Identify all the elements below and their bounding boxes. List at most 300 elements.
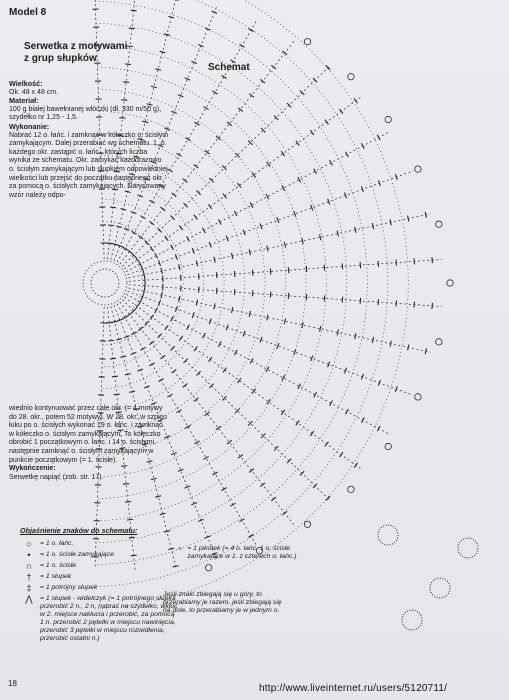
legend-text: = 1 o. ścisłe zamykające — [40, 551, 114, 558]
stitch-mark — [227, 440, 232, 444]
stitch-mark — [129, 174, 135, 175]
ring-motif — [402, 610, 422, 630]
stitch-mark — [172, 193, 177, 197]
stitch-mark — [187, 324, 190, 329]
stitch-mark — [185, 138, 190, 141]
material-value: 100 g białej bawełnianej włóczki (dł. 330 m/50 g), szydełko nr 1,25 - 1,5. — [9, 105, 162, 122]
stitch-mark — [281, 410, 285, 415]
center-ring — [91, 269, 119, 297]
chart-ray — [129, 285, 442, 307]
stitch-mark — [361, 417, 364, 422]
title-line-1: Serwetka z motywami — [24, 41, 128, 52]
stitch-mark — [355, 333, 356, 339]
stitch-mark — [122, 247, 127, 250]
stitch-mark — [129, 28, 135, 29]
stitch-mark — [377, 135, 380, 140]
stitch-mark — [173, 566, 179, 567]
stitch-mark — [120, 209, 126, 210]
stitch-mark — [116, 339, 122, 340]
stitch-mark — [330, 160, 333, 165]
stitch-mark — [372, 337, 373, 343]
picot-loop — [205, 565, 211, 571]
stitch-mark — [196, 371, 200, 375]
picot-text: = 1 pikotek (= 4 o. łańc. 1 o. ścisłe zamykające w 1. z czterech o. łańc.) — [187, 545, 297, 560]
stitch-mark — [296, 420, 300, 425]
stitch-mark — [250, 358, 253, 363]
stitch-mark — [234, 350, 237, 355]
stitch-mark — [223, 368, 227, 373]
stitch-mark — [196, 191, 200, 195]
stitch-mark — [160, 51, 166, 52]
stitch-mark — [121, 466, 127, 467]
chart-ray — [117, 20, 257, 262]
stitch-mark — [361, 143, 364, 148]
stitch-mark — [425, 212, 426, 218]
stitch-mark — [234, 211, 237, 216]
chain-stitch-icon: ○ — [26, 539, 32, 549]
source-url: http://www.liveinternet.ru/users/5120711/ — [259, 683, 448, 694]
stitch-mark — [121, 100, 127, 101]
stitch-mark — [232, 307, 233, 313]
chart-round — [104, 243, 143, 323]
stitch-mark — [208, 204, 212, 209]
stitch-mark — [282, 375, 285, 380]
stitch-mark — [287, 459, 291, 463]
chart-round — [94, 0, 409, 609]
stitch-mark — [155, 69, 161, 70]
stitch-mark — [339, 109, 343, 114]
stitch-mark — [310, 431, 314, 436]
stitch-mark — [164, 531, 170, 532]
stitch-mark — [183, 359, 187, 363]
stitch-mark — [314, 169, 317, 174]
stitch-mark — [150, 246, 154, 251]
chart-ray — [128, 291, 414, 395]
stitch-mark — [167, 394, 172, 397]
stitch-mark — [221, 75, 226, 78]
stitch-mark — [249, 311, 250, 317]
stitch-mark — [194, 122, 199, 125]
stitch-mark — [202, 228, 205, 233]
stitch-mark — [300, 471, 304, 475]
stitch-mark — [183, 203, 187, 207]
stitch-mark — [119, 448, 125, 449]
stitch-mark — [346, 409, 349, 414]
stitch-mark — [271, 65, 276, 69]
chart-round — [100, 133, 245, 433]
stitch-mark — [239, 519, 244, 522]
stitch-mark — [112, 189, 118, 190]
stitch-mark — [218, 219, 221, 224]
picot-loop — [436, 339, 442, 345]
ring-motif — [458, 538, 478, 558]
picot-loop — [256, 547, 262, 553]
stitch-mark — [125, 373, 131, 374]
stitch-mark — [138, 426, 144, 427]
stitch-mark — [176, 153, 181, 156]
stitch-mark — [248, 534, 253, 537]
stitch-mark — [161, 207, 166, 211]
stitch-mark — [205, 412, 210, 416]
stitch-mark — [123, 484, 129, 485]
stitch-mark — [313, 78, 317, 82]
stitch-mark — [116, 226, 122, 227]
stitch-mark — [127, 46, 133, 47]
diagram-heading: Schemat — [208, 62, 250, 73]
chart-round — [99, 111, 265, 455]
stitch-mark — [142, 121, 148, 122]
stitch-mark — [282, 186, 285, 191]
stitch-mark — [339, 452, 343, 457]
stitch-mark — [354, 98, 358, 103]
stitch-mark — [125, 64, 131, 65]
stitch-mark — [112, 243, 118, 244]
stitch-mark — [202, 333, 205, 338]
stitch-mark — [326, 65, 330, 69]
stitch-mark — [151, 478, 157, 479]
stitch-mark — [266, 194, 269, 199]
legend-text: = 1 o. łańc. — [40, 540, 74, 547]
stitch-mark — [179, 336, 183, 341]
stitch-mark — [161, 355, 166, 359]
stitch-mark — [171, 452, 177, 454]
stitch-mark — [223, 194, 227, 199]
stitch-mark — [296, 141, 300, 146]
stitch-mark — [168, 548, 174, 549]
stitch-mark — [161, 268, 162, 274]
stitch-mark — [337, 231, 338, 237]
stitch-mark — [129, 537, 135, 538]
stitch-mark — [372, 223, 373, 229]
stitch-mark — [140, 216, 145, 219]
stitch-mark — [178, 469, 184, 471]
stitch-mark — [147, 104, 153, 105]
picot-loop — [447, 280, 453, 286]
size-value: Ok. 48 x 48 cm. — [9, 88, 59, 96]
stitch-mark — [212, 472, 217, 475]
center-ring-outer — [83, 261, 127, 305]
picot-loop — [385, 116, 391, 122]
stitch-mark — [151, 86, 157, 87]
stitch-mark — [408, 345, 409, 351]
stitch-mark — [252, 389, 256, 394]
stitch-mark — [205, 150, 210, 154]
triple-treble-icon: ‡ — [26, 583, 32, 593]
picot-loop — [415, 394, 421, 400]
stitch-mark — [260, 79, 265, 83]
chart-round — [96, 23, 347, 543]
stitch-mark — [260, 483, 265, 487]
chart-ray — [95, 0, 104, 259]
stitch-mark — [203, 107, 208, 110]
stitch-mark — [176, 410, 181, 413]
stitch-mark — [134, 408, 140, 409]
stitch-mark — [140, 347, 145, 350]
stitch-mark — [196, 300, 197, 306]
stitch-mark — [165, 325, 169, 330]
stitch-mark — [325, 442, 329, 447]
legend-title: Objaśnienie znaków do schematu: — [20, 526, 138, 535]
stitch-mark — [171, 346, 175, 350]
chart-ray — [108, 307, 136, 571]
stitch-mark — [267, 315, 268, 321]
material-label: Materiał: — [9, 96, 39, 106]
stitch-mark — [139, 262, 142, 267]
stitch-mark — [158, 334, 162, 338]
stitch-mark — [238, 108, 243, 112]
stitch-mark — [196, 261, 197, 267]
stitch-mark — [203, 456, 208, 459]
chart-ray — [114, 6, 217, 261]
chart-ray — [128, 288, 430, 352]
stitch-mark — [314, 392, 317, 397]
stitch-mark — [337, 330, 338, 336]
stitch-mark — [187, 236, 190, 241]
stitch-mark — [221, 488, 226, 491]
stitch-mark — [149, 200, 154, 203]
stitch-mark — [127, 519, 133, 520]
stitch-mark — [302, 238, 303, 244]
model-title: Model 8 — [9, 7, 47, 18]
stitch-mark — [239, 44, 244, 47]
stitch-mark — [377, 426, 380, 431]
stitch-mark — [168, 16, 174, 17]
stitch-mark — [179, 225, 183, 230]
picot-loop — [436, 221, 442, 227]
stitch-mark — [185, 425, 190, 428]
ring-motif — [378, 525, 398, 545]
stitch-mark — [108, 225, 114, 226]
stitch-mark — [310, 130, 314, 135]
stitch-mark — [282, 51, 287, 55]
chart-ray — [114, 305, 217, 560]
picot-loop — [415, 166, 421, 172]
stitch-mark — [212, 91, 217, 94]
stitch-mark — [277, 343, 279, 349]
chart-ray — [95, 307, 104, 568]
chart-ray — [128, 171, 414, 275]
stitch-mark — [277, 217, 279, 223]
symbols-note: Jeśli znaki zbiegają się u góry, to przerabiamy je razem, jeśli zbiegają się na dole, to przerabiamy je w jednym o. — [163, 591, 282, 614]
stitch-mark — [266, 367, 269, 372]
forked-stitch-icon: ⋀ — [25, 594, 33, 604]
stitch-mark — [313, 484, 317, 488]
stitch-mark — [138, 139, 144, 140]
stitch-mark — [346, 152, 349, 157]
legend-text: = 1 słupek - widełczyk (= 1 potrójnego słupka przerobić 2 n., 2 n. nabrać na szydełko, wkłuć w 2. miejsce nakłucia i przerobić, za pomocą 1 n. przerobić 2 pętelki w miejscu nawinięcia, przerobić 3 pętelki w miejscu rozwidlenia, przerobić ostatni n.) — [40, 595, 178, 642]
legend-text: = 1 słupek — [40, 573, 72, 580]
stitch-mark — [302, 322, 303, 328]
stitch-mark — [218, 341, 221, 346]
stitch-mark — [425, 348, 426, 354]
stitch-mark — [125, 191, 131, 192]
picot-loop — [304, 38, 310, 44]
stitch-mark — [354, 463, 358, 468]
stitch-mark — [298, 384, 301, 389]
chart-round — [94, 0, 387, 587]
stitch-mark — [355, 227, 356, 233]
chart-round — [101, 177, 203, 389]
picot-loop — [348, 486, 354, 492]
stitch-mark — [160, 513, 166, 514]
chart-round — [98, 89, 285, 477]
stitch-mark — [185, 486, 191, 488]
stitch-mark — [110, 358, 116, 359]
stitch-mark — [281, 151, 285, 156]
double-crochet-icon: † — [26, 572, 32, 582]
stitch-mark — [300, 91, 304, 95]
stitch-mark — [144, 272, 145, 278]
stitch-mark — [183, 179, 188, 183]
stitch-mark — [214, 303, 215, 309]
stitch-mark — [129, 391, 135, 392]
stitch-mark — [106, 243, 112, 244]
stitch-mark — [155, 496, 161, 497]
stitch-mark — [149, 221, 154, 225]
stitch-mark — [120, 356, 126, 357]
stitch-mark — [250, 202, 253, 207]
finishing-value: Serwetkę napiąć (zob. str. 17). — [9, 473, 104, 481]
stitch-mark — [122, 316, 127, 319]
chart-round — [97, 45, 327, 521]
chart-round — [102, 199, 183, 367]
chart-ray — [108, 0, 136, 259]
size-label: Wielkość: — [9, 79, 43, 88]
continuation-text: wiednio kontynuować przez całe okr. (= 4 motywy do 28. okr., potem 52 motywy). W 28. okr. w szpicu łuku po o. ścisłych wykonać 19 o. łańc. i zamknąć w kółeczko o. ścisłym zamykającym. To kółeczko obrobić 1 początkowym o. łańc. i 14 o. ścisłymi, następnie zamknąć o. ścisłym zamykającym w punkcie początkowym (= 1. ścisłe). — [9, 405, 167, 464]
stitch-mark — [230, 503, 235, 506]
stitch-mark — [149, 341, 154, 345]
stitch-mark — [408, 216, 409, 222]
slip-stitch-icon: • — [27, 550, 31, 560]
stitch-mark — [165, 236, 169, 241]
chart-ray — [111, 0, 176, 260]
chart-round — [97, 67, 305, 499]
stitch-mark — [267, 162, 271, 167]
stitch-mark — [320, 326, 321, 332]
legend-text: = 1 o. ścisłe — [40, 562, 77, 569]
stitch-mark — [139, 299, 142, 304]
stitch-mark — [390, 219, 391, 225]
stitch-mark — [284, 318, 285, 324]
stitch-mark — [271, 497, 276, 501]
stitch-mark — [208, 357, 212, 362]
stitch-mark — [131, 332, 136, 335]
ring-motif — [430, 578, 450, 598]
stitch-mark — [284, 242, 285, 248]
stitch-mark — [311, 355, 313, 361]
stitch-mark — [119, 118, 125, 119]
stitch-mark — [267, 246, 268, 252]
stitch-mark — [123, 82, 129, 83]
stitch-mark — [238, 183, 242, 188]
picot-loop — [348, 73, 354, 79]
stitch-mark — [232, 253, 233, 259]
stitch-mark — [150, 315, 154, 320]
stitch-mark — [144, 288, 145, 294]
stitch-mark — [194, 398, 199, 402]
stitch-mark — [147, 461, 153, 462]
stitch-mark — [183, 384, 188, 388]
stitch-mark — [194, 165, 199, 169]
chart-ray — [117, 304, 257, 546]
stitch-mark — [142, 443, 148, 444]
stitch-mark — [134, 156, 140, 157]
page-number: 18 — [8, 679, 17, 688]
stitch-mark — [185, 78, 191, 80]
stitch-mark — [390, 341, 391, 347]
stitch-mark — [110, 207, 116, 208]
single-crochet-icon: ∩ — [25, 561, 33, 571]
stitch-mark — [216, 426, 221, 430]
stitch-mark — [158, 378, 163, 381]
stitch-mark — [238, 455, 243, 459]
stitch-mark — [179, 296, 180, 302]
stitch-mark — [112, 376, 118, 377]
stitch-mark — [164, 34, 170, 35]
title-line-2: z grup słupków — [24, 53, 97, 64]
stitch-mark — [249, 94, 254, 98]
stitch-mark — [194, 441, 199, 444]
stitch-mark — [320, 234, 321, 240]
stitch-mark — [287, 103, 291, 107]
stitch-mark — [248, 29, 253, 32]
stitch-mark — [114, 171, 120, 172]
legend-text: = 1 potrójny słupek — [40, 584, 98, 591]
stitch-mark — [108, 340, 114, 341]
finishing-label: Wykończenie: — [9, 465, 56, 473]
stitch-mark — [194, 346, 198, 351]
picot-loop — [304, 521, 310, 527]
stitch-mark — [171, 316, 174, 321]
chart-round — [103, 221, 163, 345]
stitch-mark — [131, 10, 137, 11]
stitch-mark — [116, 153, 122, 154]
stitch-mark — [267, 399, 271, 404]
stitch-mark — [131, 555, 137, 556]
stitch-mark — [158, 185, 163, 188]
stitch-mark — [249, 469, 254, 473]
stitch-mark — [149, 363, 154, 366]
stitch-mark — [325, 120, 329, 125]
stitch-mark — [106, 322, 112, 323]
stitch-mark — [249, 249, 250, 255]
picot-loop — [385, 443, 391, 449]
stitch-mark — [171, 245, 174, 250]
stitch-mark — [282, 511, 287, 515]
stitch-mark — [178, 95, 184, 97]
stitch-mark — [330, 401, 333, 406]
stitch-mark — [172, 369, 177, 373]
stitch-mark — [298, 177, 301, 182]
stitch-mark — [311, 205, 313, 211]
stitch-mark — [125, 501, 131, 502]
chart-ray — [126, 131, 390, 271]
stitch-mark — [238, 378, 242, 383]
stitch-mark — [114, 394, 120, 395]
stitch-mark — [158, 228, 162, 232]
stitch-mark — [230, 60, 235, 63]
stitch-mark — [171, 216, 175, 220]
execution-label: Wykonanie: — [9, 121, 50, 131]
stitch-mark — [227, 122, 232, 126]
stitch-mark — [179, 264, 180, 270]
stitch-mark — [171, 111, 177, 113]
stitch-mark — [214, 257, 215, 263]
stitch-mark — [136, 304, 140, 309]
stitch-mark — [167, 169, 172, 172]
stitch-mark — [136, 257, 140, 262]
stitch-mark — [194, 215, 198, 220]
